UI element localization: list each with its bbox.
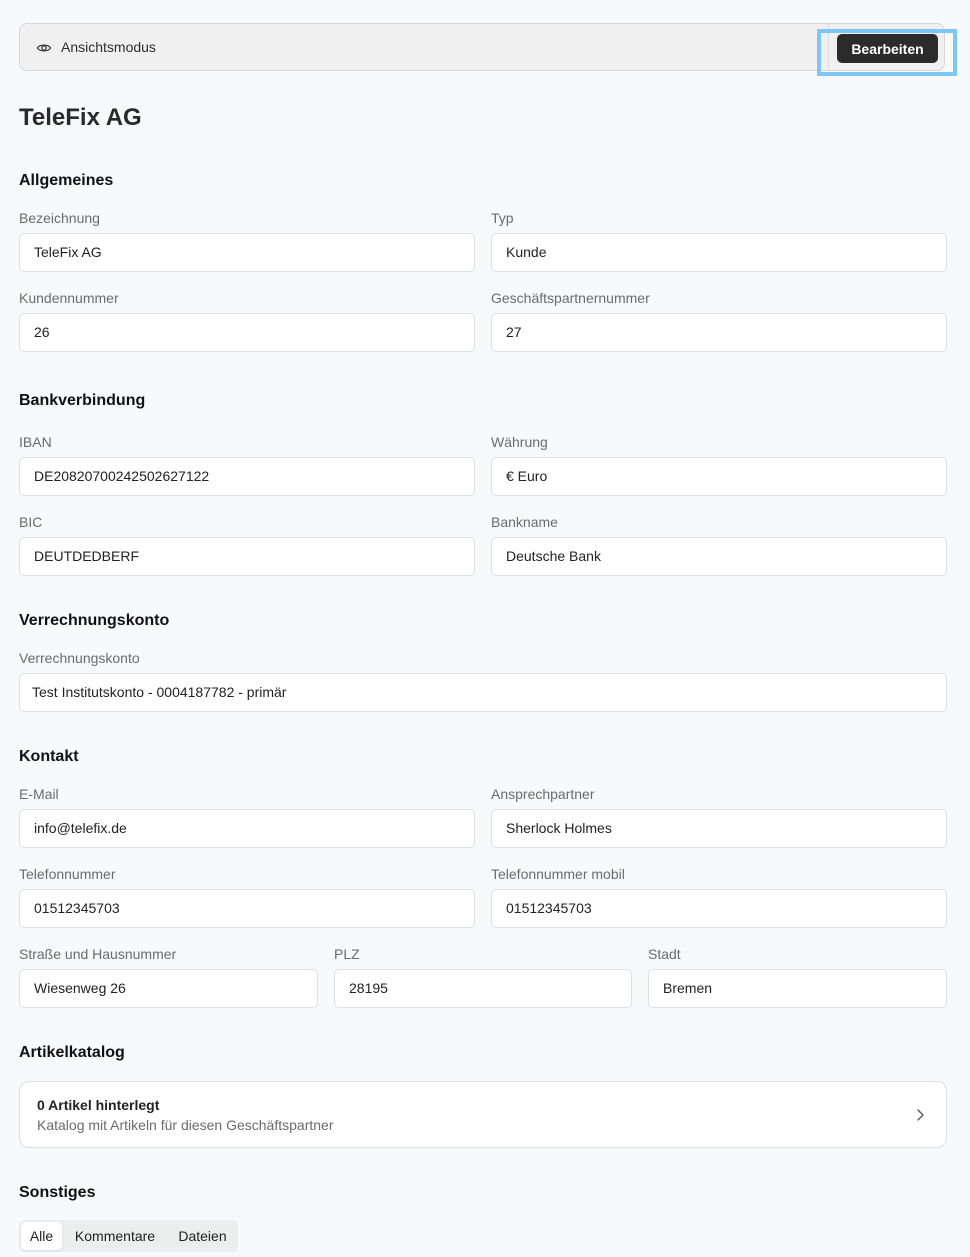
phone-label: Telefonnummer <box>19 866 116 882</box>
eye-icon <box>36 40 52 56</box>
mobile-label: Telefonnummer mobil <box>491 866 625 882</box>
street-field[interactable]: Wiesenweg 26 <box>19 969 318 1008</box>
section-title-clearing: Verrechnungskonto <box>19 612 170 629</box>
contact-person-field[interactable]: Sherlock Holmes <box>491 809 947 848</box>
view-mode-bar <box>19 23 945 71</box>
catalog-count: 0 Artikel hinterlegt <box>37 1097 160 1113</box>
bic-field[interactable]: DEUTDEDBERF <box>19 537 475 576</box>
bankname-field[interactable]: Deutsche Bank <box>491 537 947 576</box>
mobile-field[interactable]: 01512345703 <box>491 889 947 928</box>
bankname-label: Bankname <box>491 514 558 530</box>
tab-all[interactable]: Alle <box>21 1222 62 1250</box>
currency-field[interactable]: € Euro <box>491 457 947 496</box>
section-title-misc: Sonstiges <box>19 1184 96 1201</box>
phone-field[interactable]: 01512345703 <box>19 889 475 928</box>
edit-button[interactable]: Bearbeiten <box>837 34 938 63</box>
section-title-bank: Bankverbindung <box>19 392 146 409</box>
section-title-general: Allgemeines <box>19 172 114 189</box>
chevron-right-icon <box>915 1108 925 1122</box>
clearing-account-label: Verrechnungskonto <box>19 650 140 666</box>
misc-tabs <box>19 1220 238 1252</box>
city-label: Stadt <box>648 946 681 962</box>
iban-label: IBAN <box>19 434 52 450</box>
section-title-catalog: Artikelkatalog <box>19 1044 125 1061</box>
currency-label: Währung <box>491 434 548 450</box>
zip-field[interactable]: 28195 <box>334 969 632 1008</box>
email-label: E-Mail <box>19 786 59 802</box>
tab-files[interactable]: Dateien <box>178 1228 227 1244</box>
contact-person-label: Ansprechpartner <box>491 786 595 802</box>
catalog-description: Katalog mit Artikeln für diesen Geschäftspartner <box>37 1117 334 1133</box>
zip-label: PLZ <box>334 946 360 962</box>
tab-comments[interactable]: Kommentare <box>74 1228 156 1244</box>
section-title-contact: Kontakt <box>19 748 79 765</box>
bic-label: BIC <box>19 514 43 530</box>
partnernummer-field[interactable]: 27 <box>491 313 947 352</box>
clearing-account-field[interactable]: Test Institutskonto - 0004187782 - primär <box>19 673 947 712</box>
bezeichnung-field[interactable]: TeleFix AG <box>19 233 475 272</box>
kundennummer-field[interactable]: 26 <box>19 313 475 352</box>
kundennummer-label: Kundennummer <box>19 290 119 306</box>
article-catalog-card[interactable] <box>19 1081 947 1148</box>
view-mode-label: Ansichtsmodus <box>61 39 156 55</box>
email-field[interactable]: info@telefix.de <box>19 809 475 848</box>
iban-field[interactable]: DE20820700242502627122 <box>19 457 475 496</box>
typ-label: Typ <box>491 210 514 226</box>
city-field[interactable]: Bremen <box>648 969 947 1008</box>
bezeichnung-label: Bezeichnung <box>19 210 100 226</box>
page-title: TeleFix AG <box>19 104 142 131</box>
street-label: Straße und Hausnummer <box>19 946 177 962</box>
typ-field[interactable]: Kunde <box>491 233 947 272</box>
partnernummer-label: Geschäftspartnernummer <box>491 290 650 306</box>
